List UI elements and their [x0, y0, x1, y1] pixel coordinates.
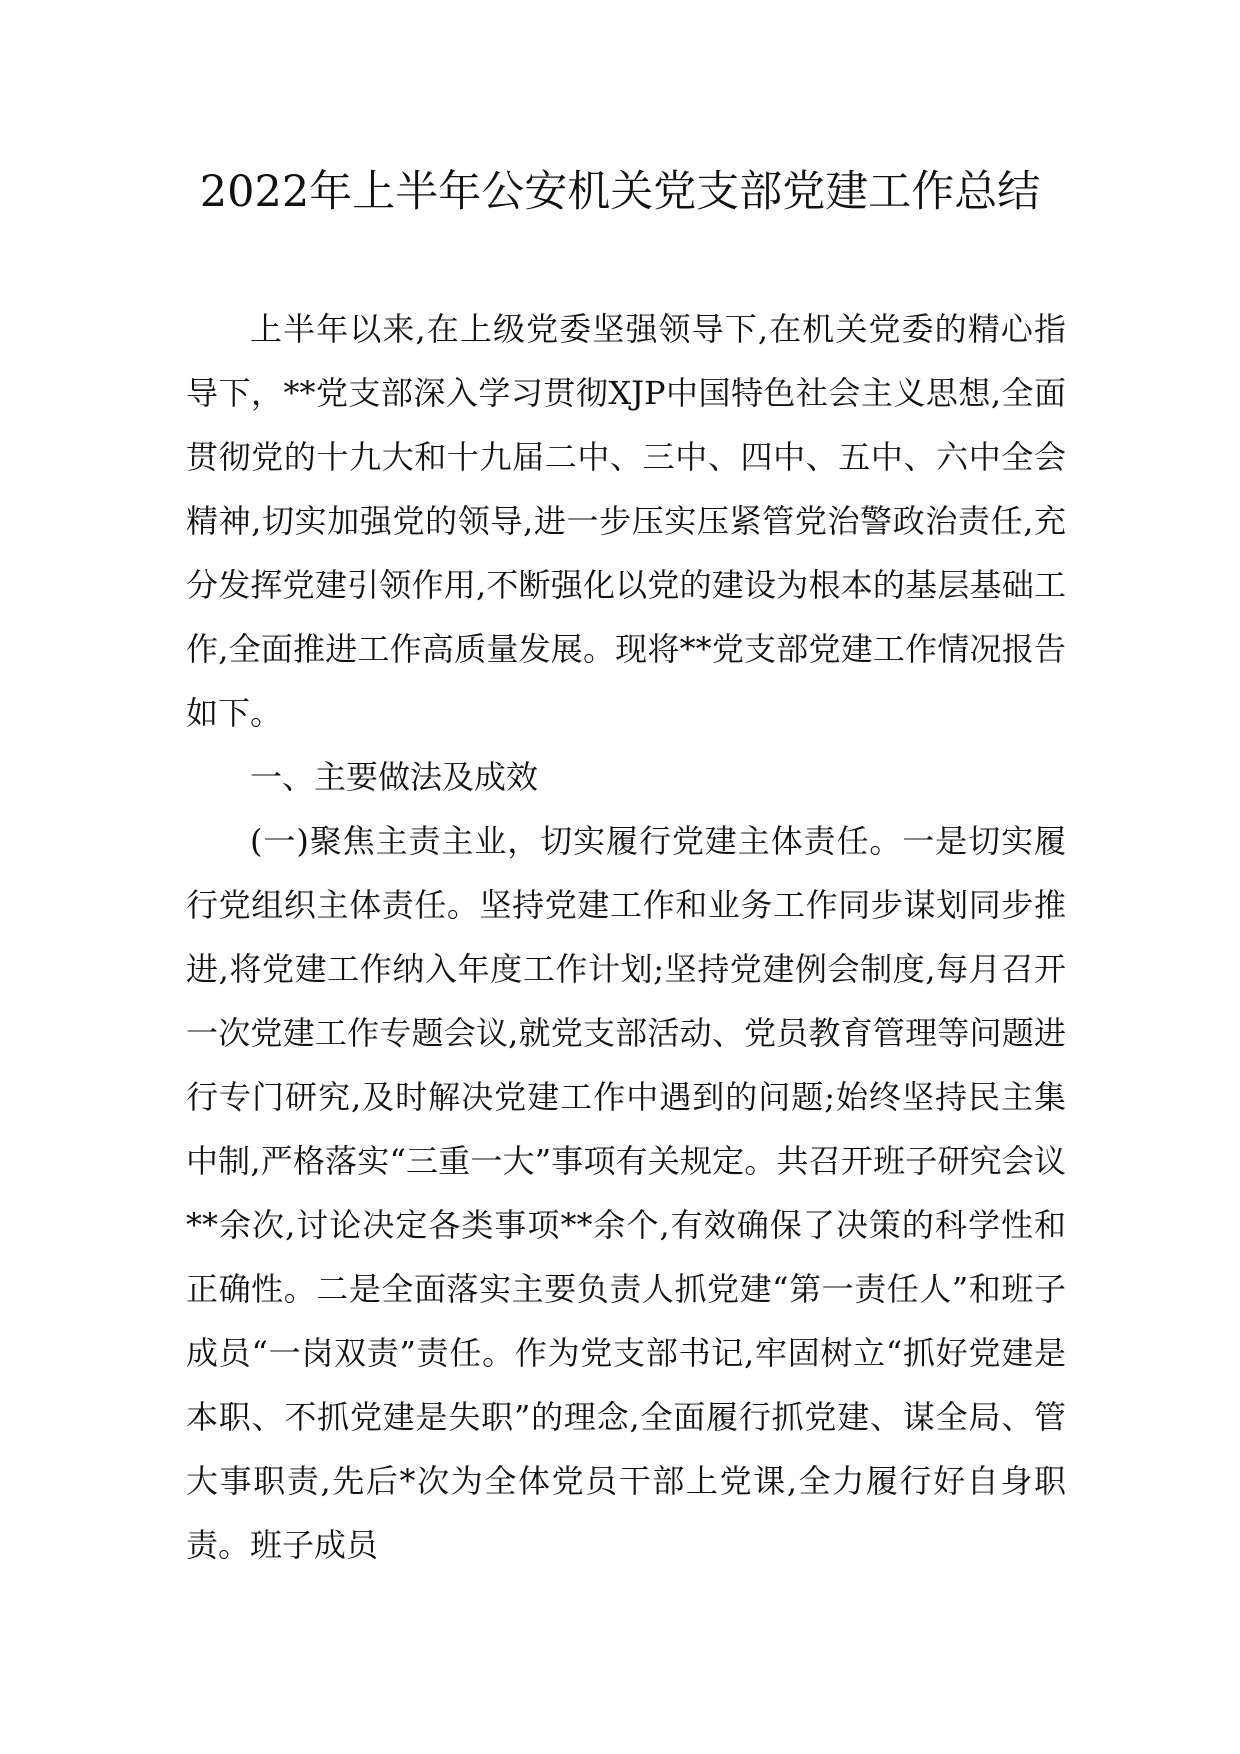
paragraph-intro: 上半年以来,在上级党委坚强领导下,在机关党委的精心指导下，**党支部深入学习贯彻XJP中国特色社会主义思想,全面贯彻党的十九大和十九届二中、三中、四中、五中、六中全会精神,切实加强党的领导,进一步压实压紧管党治警政治责任,充分发挥党建引领作用,不断强化以党的建设为根本的基层基础工作,全面推进工作高质量发展。现将**党支部党建工作情况报告如下。	[186, 310, 1066, 732]
document-title: 2022年上半年公安机关党支部党建工作总结	[199, 167, 1041, 217]
paragraph-section-one: (一)聚焦主责主业，切实履行党建主体责任。一是切实履行党组织主体责任。坚持党建工作和业务工作同步谋划同步推进,将党建工作纳入年度工作计划;坚持党建例会制度,每月召开一次党建工作专题会议,就党支部活动、党员教育管理等问题进行专门研究,及时解决党建工作中遇到的问题;始终坚持民主集中制,严格落实“三重一大”事项有关规定。共召开班子研究会议**余次,讨论决定各类事项**余个,有效确保了决策的科学性和正确性。二是全面落实主要负责人抓党建“第一责任人”和班子成员“一岗双责”责任。作为党支部书记,牢固树立“抓好党建是本职、不抓党建是失职”的理念,全面履行抓党建、谋全局、管大事职责,先后*次为全体党员干部上党课,全力履行好自身职责。班子成员	[186, 822, 1066, 1564]
section-heading: 一、主要做法及成效	[250, 758, 539, 796]
document-body	[186, 297, 1066, 1577]
